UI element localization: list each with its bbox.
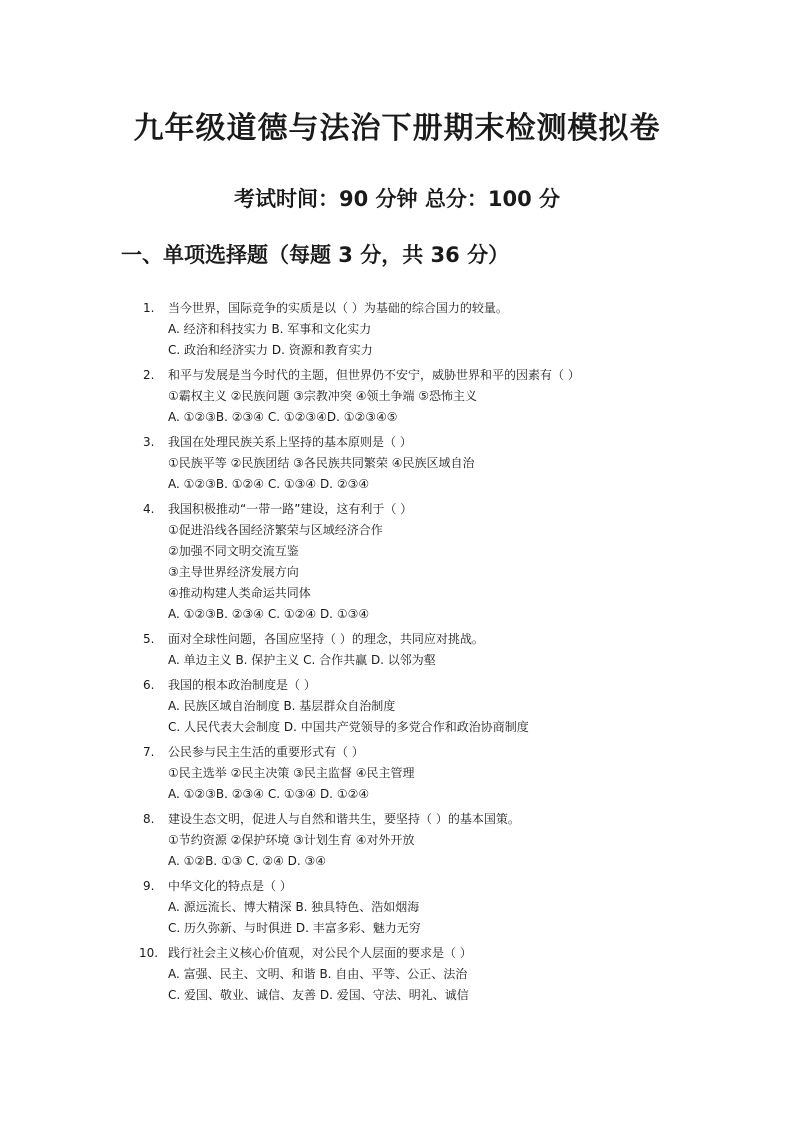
question-option-line: A. 源远流长、博大精深 B. 独具特色、浩如烟海 [168,900,420,914]
question-item [139,943,763,1006]
question-option-line: A. 单边主义 B. 保护主义 C. 合作共赢 D. 以邻为壑 [168,653,436,667]
question-stem [143,876,763,897]
section-heading: 一、单项选择题（每题 3 分，共 36 分） [121,243,510,267]
question-option-line: A. 经济和科技实力 B. 军事和文化实力 [168,322,372,336]
question-text: 建设生态文明，促进人与自然和谐共生，要坚持（ ）的基本国策。 [168,812,520,826]
question-item [143,809,763,872]
question-text: 我国的根本政治制度是（ ） [168,678,316,692]
question-option-line: C. 历久弥新、与时俱进 D. 丰富多彩、魅力无穷 [168,921,421,935]
question-number: 4. [143,502,155,516]
question-number: 2. [143,368,155,382]
question-stem [143,809,763,830]
question-number: 10. [139,946,159,960]
question-text: 公民参与民主生活的重要形式有（ ） [168,745,364,759]
question-number: 8. [143,812,155,826]
question-option-line: ③主导世界经济发展方向 [168,565,299,579]
question-number: 6. [143,678,155,692]
question-item [143,298,763,361]
question-number: 1. [143,301,155,315]
question-option-line: A. 富强、民主、文明、和谐 B. 自由、平等、公正、法治 [168,967,468,981]
question-stem [143,365,763,386]
question-number: 7. [143,745,155,759]
question-option-line: ④推动构建人类命运共同体 [168,586,311,600]
question-text: 当今世界，国际竞争的实质是以（ ）为基础的综合国力的较量。 [168,301,508,315]
question-option-line: A. ①②③B. ①②④ C. ①③④ D. ②③④ [168,477,370,491]
question-stem [143,298,763,319]
question-option-line: A. ①②③B. ②③④ C. ①②③④D. ①②③④⑤ [168,410,398,424]
question-stem [143,629,763,650]
question-option-line: ②加强不同文明交流互鉴 [168,544,299,558]
question-item [143,876,763,939]
question-text: 中华文化的特点是（ ） [168,879,292,893]
question-item [143,742,763,805]
question-option-line: ①节约资源 ②保护环境 ③计划生育 ④对外开放 [168,833,415,847]
question-option-line: C. 爱国、敬业、诚信、友善 D. 爱国、守法、明礼、诚信 [168,988,469,1002]
document-title: 九年级道德与法治下册期末检测模拟卷 [133,111,661,146]
question-text: 践行社会主义核心价值观，对公民个人层面的要求是（ ） [168,946,472,960]
question-stem [143,499,763,520]
question-number: 3. [143,435,155,449]
exam-info: 考试时间：90 分钟 总分：100 分 [234,187,560,211]
question-option-line: A. ①②B. ①③ C. ②④ D. ③④ [168,854,327,868]
question-stem [143,675,763,696]
question-text: 我国积极推动“一带一路”建设，这有利于（ ） [168,502,413,516]
question-option-line: ①促进沿线各国经济繁荣与区域经济合作 [168,523,383,537]
question-stem [139,943,763,964]
question-item [143,365,763,428]
question-stem [143,432,763,453]
question-text: 面对全球性问题，各国应坚持（ ）的理念，共同应对挑战。 [168,632,484,646]
question-text: 我国在处理民族关系上坚持的基本原则是（ ） [168,435,412,449]
question-item [143,432,763,495]
question-option-line: A. ①②③B. ②③④ C. ①③④ D. ①②④ [168,787,370,801]
question-option-line: C. 政治和经济实力 D. 资源和教育实力 [168,343,373,357]
question-number: 5. [143,632,155,646]
question-option-line: ①民主选举 ②民主决策 ③民主监督 ④民主管理 [168,766,415,780]
question-item [143,499,763,625]
question-number: 9. [143,879,155,893]
question-option-line: ①民族平等 ②民族团结 ③各民族共同繁荣 ④民族区域自治 [168,456,475,470]
question-stem [143,742,763,763]
question-item [143,675,763,738]
question-item [143,629,763,671]
question-option-line: A. 民族区域自治制度 B. 基层群众自治制度 [168,699,396,713]
question-option-line: C. 人民代表大会制度 D. 中国共产党领导的多党合作和政治协商制度 [168,720,529,734]
question-list [139,298,763,1010]
question-text: 和平与发展是当今时代的主题，但世界仍不安宁，威胁世界和平的因素有（ ） [168,368,580,382]
question-option-line: ①霸权主义 ②民族问题 ③宗教冲突 ④领土争端 ⑤恐怖主义 [168,389,478,403]
question-option-line: A. ①②③B. ②③④ C. ①②④ D. ①③④ [168,607,370,621]
